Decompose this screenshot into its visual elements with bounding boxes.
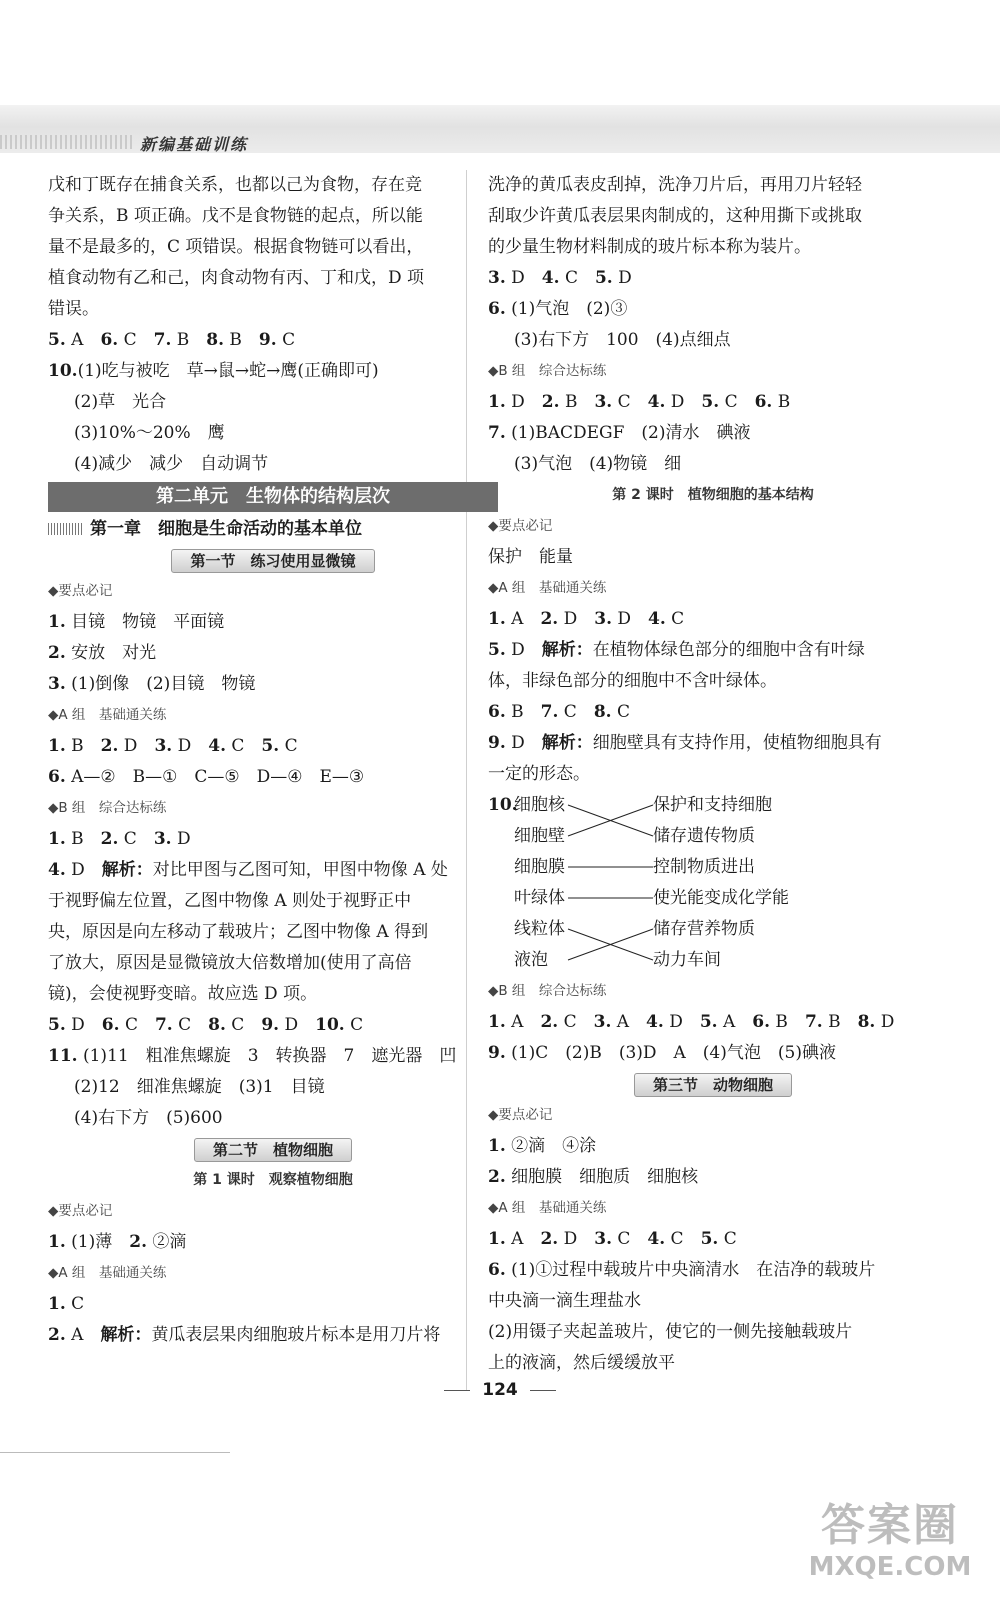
group-a-label: ◆A 组 基础通关练 — [48, 707, 167, 723]
answer-line: 2. A 解析：黄瓜表层果肉细胞玻片标本是用刀片将 — [48, 1325, 441, 1345]
answer-line: 2. 安放 对光 — [48, 643, 157, 663]
answer-line: 1. B 2. D 3. D 4. C 5. C — [48, 736, 298, 756]
answer-line: 4. D 解析：对比甲图与乙图可知，甲图中物像 A 处 — [48, 860, 448, 880]
group-a-label: ◆A 组 基础通关练 — [48, 1265, 167, 1281]
right-column — [488, 170, 938, 1379]
text-line: 了放大，原因是显微镜放大倍数增加(使用了高倍 — [48, 953, 412, 973]
answer-line: 1. A 2. D 3. D 4. C — [488, 609, 685, 629]
text-line: 刮取少许黄瓜表层果肉制成的，这种用撕下或挑取 — [488, 206, 862, 226]
group-a-label: ◆A 组 基础通关练 — [488, 580, 607, 596]
answer-line: 1. 目镜 物镜 平面镜 — [48, 612, 225, 632]
answer-line: 1. D 2. B 3. C 4. D 5. C 6. B — [488, 392, 791, 412]
text-line: 上的液滴，然后缓缓放平 — [488, 1353, 675, 1373]
answer-line: 保护 能量 — [488, 547, 573, 567]
lesson-title: 第 2 课时 植物细胞的基本结构 — [612, 487, 814, 503]
text-line: 量不是最多的，C 项错误。根据食物链可以看出， — [48, 237, 424, 257]
answer-line: 6. (1)①过程中载玻片中央滴清水 在洁净的载玻片 — [488, 1260, 876, 1280]
match-row: 叶绿体 使光能变成化学能 — [514, 888, 789, 908]
answer-line: (3)10%～20% 鹰 — [74, 423, 225, 443]
answer-line: 1. (1)薄 2. ②滴 — [48, 1232, 187, 1252]
text-line: 于视野偏左位置，乙图中物像 A 则处于视野正中 — [48, 891, 412, 911]
text-line: 镜)，会使视野变暗。故应选 D 项。 — [48, 984, 318, 1004]
answer-line: 9. D 解析：细胞壁具有支持作用，使植物细胞具有 — [488, 733, 882, 753]
text-line: 争关系，B 项正确。戊不是食物链的起点，所以能 — [48, 206, 423, 226]
answer-line: 1. ②滴 ④涂 — [488, 1136, 597, 1156]
section-heading: 第一节 练习使用显微镜 — [48, 545, 498, 576]
keypoints-label: ◆要点必记 — [488, 1107, 553, 1123]
lesson-title: 第 1 课时 观察植物细胞 — [193, 1172, 353, 1188]
keypoints-label: ◆要点必记 — [488, 518, 553, 534]
answer-line: (2)12 细准焦螺旋 (3)1 目镜 — [74, 1077, 325, 1097]
answer-line: 3. (1)倒像 (2)目镜 物镜 — [48, 674, 256, 694]
answer-line: 7. (1)BACDEGF (2)清水 碘液 — [488, 423, 751, 443]
answer-line: 1. A 2. C 3. A 4. D 5. A 6. B 7. B 8. D — [488, 1012, 895, 1032]
match-row: 10. 细胞核 保护和支持细胞 — [488, 795, 772, 815]
answer-line: (2)草 光合 — [74, 392, 167, 412]
group-b-label: ◆B 组 综合达标练 — [488, 363, 607, 379]
section-heading: 第二节 植物细胞 — [48, 1134, 498, 1165]
group-a-label: ◆A 组 基础通关练 — [488, 1200, 607, 1216]
answer-line: 5. D 6. C 7. C 8. C 9. D 10. C — [48, 1015, 364, 1035]
answer-line: 6. B 7. C 8. C — [488, 702, 630, 722]
matching-question — [488, 790, 938, 976]
match-row: 线粒体 储存营养物质 — [514, 919, 755, 939]
keypoints-label: ◆要点必记 — [48, 1203, 113, 1219]
answer-line: 6. A—② B—① C—⑤ D—④ E—③ — [48, 767, 365, 787]
answer-line: 1. A 2. D 3. C 4. C 5. C — [488, 1229, 737, 1249]
text-line: 央，原因是向左移动了载玻片；乙图中物像 A 得到 — [48, 922, 429, 942]
header-dots — [0, 135, 135, 149]
answer-line: 3. D 4. C 5. D — [488, 268, 632, 288]
group-b-label: ◆B 组 综合达标练 — [488, 983, 607, 999]
chapter-title: 第一章 细胞是生命活动的基本单位 — [48, 514, 498, 545]
text-line: 洗净的黄瓜表皮刮掉，洗净刀片后，再用刀片轻轻 — [488, 175, 862, 195]
answer-line: 5. A 6. C 7. B 8. B 9. C — [48, 330, 296, 350]
match-row: 细胞膜 控制物质进出 — [514, 857, 755, 877]
match-row: 细胞壁 储存遗传物质 — [514, 826, 755, 846]
text-line: 错误。 — [48, 299, 99, 319]
text-line: 中央滴一滴生理盐水 — [488, 1291, 641, 1311]
keypoints-label: ◆要点必记 — [48, 583, 113, 599]
text-line: 体，非绿色部分的细胞中不含叶绿体。 — [488, 671, 777, 691]
text-line: 戊和丁既存在捕食关系，也都以己为食物，存在竞 — [48, 175, 422, 195]
bottom-rule — [0, 1452, 230, 1453]
answer-line: 9. (1)C (2)B (3)D A (4)气泡 (5)碘液 — [488, 1043, 836, 1063]
answer-line: (3)气泡 (4)物镜 细 — [514, 454, 682, 474]
book-title: 新编基础训练 — [140, 135, 249, 154]
answer-line: 6. (1)气泡 (2)③ — [488, 299, 628, 319]
left-column — [48, 170, 498, 1351]
chapter-stripes — [48, 523, 82, 535]
section-heading: 第三节 动物细胞 — [488, 1069, 938, 1100]
answer-line: (4)右下方 (5)600 — [74, 1108, 223, 1128]
answer-line: 1. B 2. C 3. D — [48, 829, 191, 849]
text-line: 的少量生物材料制成的玻片标本称为装片。 — [488, 237, 811, 257]
answer-line: (3)右下方 100 (4)点细点 — [514, 330, 731, 350]
answer-line: (4)减少 减少 自动调节 — [74, 454, 269, 474]
answer-line: 11. (1)11 粗准焦螺旋 3 转换器 7 遮光器 凹 — [48, 1046, 457, 1066]
match-row: 液泡 动力车间 — [514, 950, 721, 970]
answer-line: 5. D 解析：在植物体绿色部分的细胞中含有叶绿 — [488, 640, 865, 660]
answer-line: 10.(1)吃与被吃 草→鼠→蛇→鹰(正确即可) — [48, 361, 379, 381]
answer-line: 2. 细胞膜 细胞质 细胞核 — [488, 1167, 699, 1187]
unit-title: 第二单元 生物体的结构层次 — [48, 482, 498, 512]
text-line: (2)用镊子夹起盖玻片，使它的一侧先接触载玻片 — [488, 1322, 853, 1342]
group-b-label: ◆B 组 综合达标练 — [48, 800, 167, 816]
text-line: 一定的形态。 — [488, 764, 590, 784]
answer-line: 1. C — [48, 1294, 85, 1314]
site-watermark: 答案圈 MXQE.COM — [808, 1500, 972, 1582]
page-number: 124 — [0, 1380, 1000, 1400]
text-line: 植食动物有乙和己，肉食动物有丙、丁和戊，D 项 — [48, 268, 425, 288]
